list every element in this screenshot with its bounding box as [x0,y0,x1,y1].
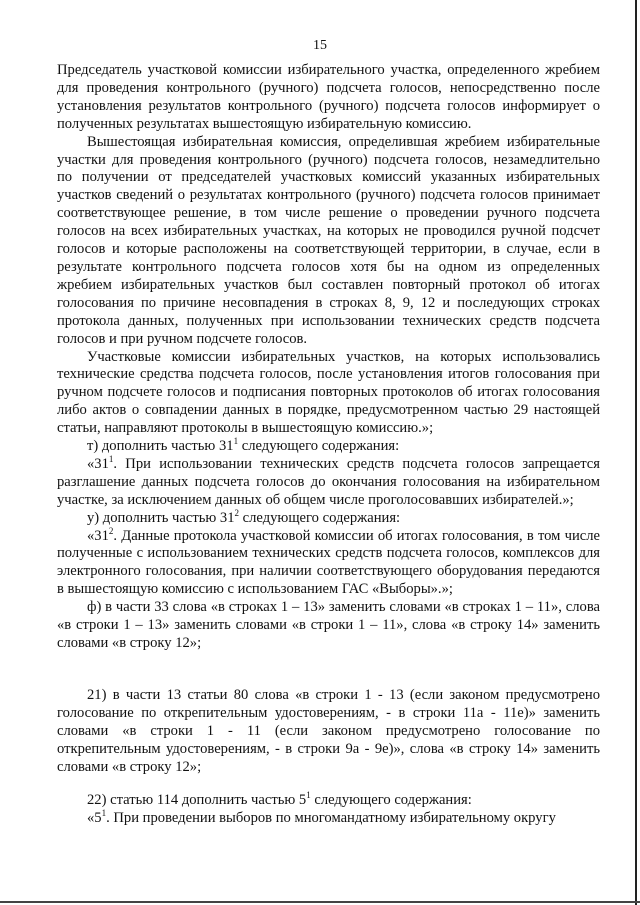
part-5-1-text: . При проведении выборов по многомандатному избирательному округу [106,810,556,827]
part-5-1-number: «5 [87,810,102,827]
amendment-u-tail: следующего содержания: [239,509,401,526]
paragraph-part-31-1 [57,453,600,510]
article-114-tail: следующего содержания: [310,792,472,809]
page-number: 15 [313,38,327,53]
paragraph-article-114 [57,792,600,810]
paragraph-amendment-f: ф) в части 33 слова «в строках 1 – 13» заменить словами «в строках 1 – 11», слова «в строки 1 – 13» заменить словами «в строки 1 – 11», слова «в строку 14» заменить словами «в строку 12»; [57,599,600,651]
part-31-2-text: . Данные протокола участковой комиссии об итогах голосования, в том числе полученные с использованием технических средств подсчета голосов, комплексов для электронного голосования, при наличии соответствующего оборудования передаются в вышестоящую комиссию с использованием ГАС «Выборы».»; [57,527,600,598]
superscript: 2 [108,525,114,536]
amendment-t-tail: следующего содержания: [238,438,400,455]
paragraph-spacer [57,653,600,687]
amendment-u-text: у) дополнить частью 31 [87,509,235,526]
article-114-text: 22) статью 114 дополнить частью 5 [87,792,307,809]
paragraph-part-5-1 [57,810,600,828]
document-body [57,62,600,828]
superscript: 1 [101,808,107,819]
superscript: 1 [306,790,311,801]
paragraph-article-80: 21) в части 13 статьи 80 слова «в строки 1 - 13 (если законом предусмотрено голосование по открепительным удостоверениям, - в строки 11а - 11е)» заменить словами «в строки 1 - 11 (если законом предусмотрено голосование по открепительным удостоверениям, - в строки 9а - 9е)», слова «в строку 14» заменить словами «в строку 12»; [57,686,600,775]
part-31-1-text: . При использовании технических средств подсчета голосов запрещается разглашение данных подсчета голосов до окончания голосования на избирательном участке, за исключением данных об общем числе проголосовавших избирателей.»; [57,455,600,508]
paragraph-precinct-commissions: Участковые комиссии избирательных участков, на которых использовались технические средства подсчета голосов, после установления итогов голосования при ручном подсчете голосов и подписания повторных протоколов об итогах голосования либо актов о совпадении данных в порядке, предусмотренном частью 29 настоящей статьи, направляют протоколы в вышестоящую комиссию.»; [57,348,600,437]
superscript: 1 [108,453,114,464]
paragraph-chairman-informs: Председатель участковой комиссии избирательного участка, определенного жребием для проведения контрольного (ручного) подсчета голосов, непосредственно после установления результатов контрольного (ручного) подсчета голосов информирует о полученных результатах вышестоящую избирательную комиссию. [57,62,600,132]
part-31-1-number: «31 [87,455,109,472]
paragraph-higher-commission: Вышестоящая избирательная комиссия, определившая жребием избирательные участки для проведения контрольного (ручного) подсчета голосов, незамедлительно по получении от председателей участковых комиссий указанных избирательных участков сведений о результатах контрольного (ручного) подсчета голосов принимает соответствующее решение, в том числе решение о проведении ручного подсчета голосов на всех избирательных участках, на которых не проводился ручной подсчет голосов и которые расположены на соответствующей территории, в случае, если в результате контрольного подсчета голосов хотя бы на одном из определенных жребием избирательных участков был составлен повторный протокол об итогах голосования по причине несовпадения в строках 8, 9, 12 и последующих строках протокола данных, полученных при использовании технических средств подсчета голосов и при ручном подсчете голосов. [57,133,600,347]
superscript: 1 [233,436,239,447]
paragraph-spacer [57,776,600,792]
amendment-t-text: т) дополнить частью 31 [87,438,234,455]
scan-edge-right [635,0,637,905]
paragraph-part-31-2 [57,525,600,600]
paragraph-amendment-u [57,507,600,528]
superscript: 2 [234,507,239,518]
paragraph-amendment-t [57,438,600,456]
scan-edge-bottom [0,901,640,903]
part-31-2-number: «31 [87,527,109,544]
